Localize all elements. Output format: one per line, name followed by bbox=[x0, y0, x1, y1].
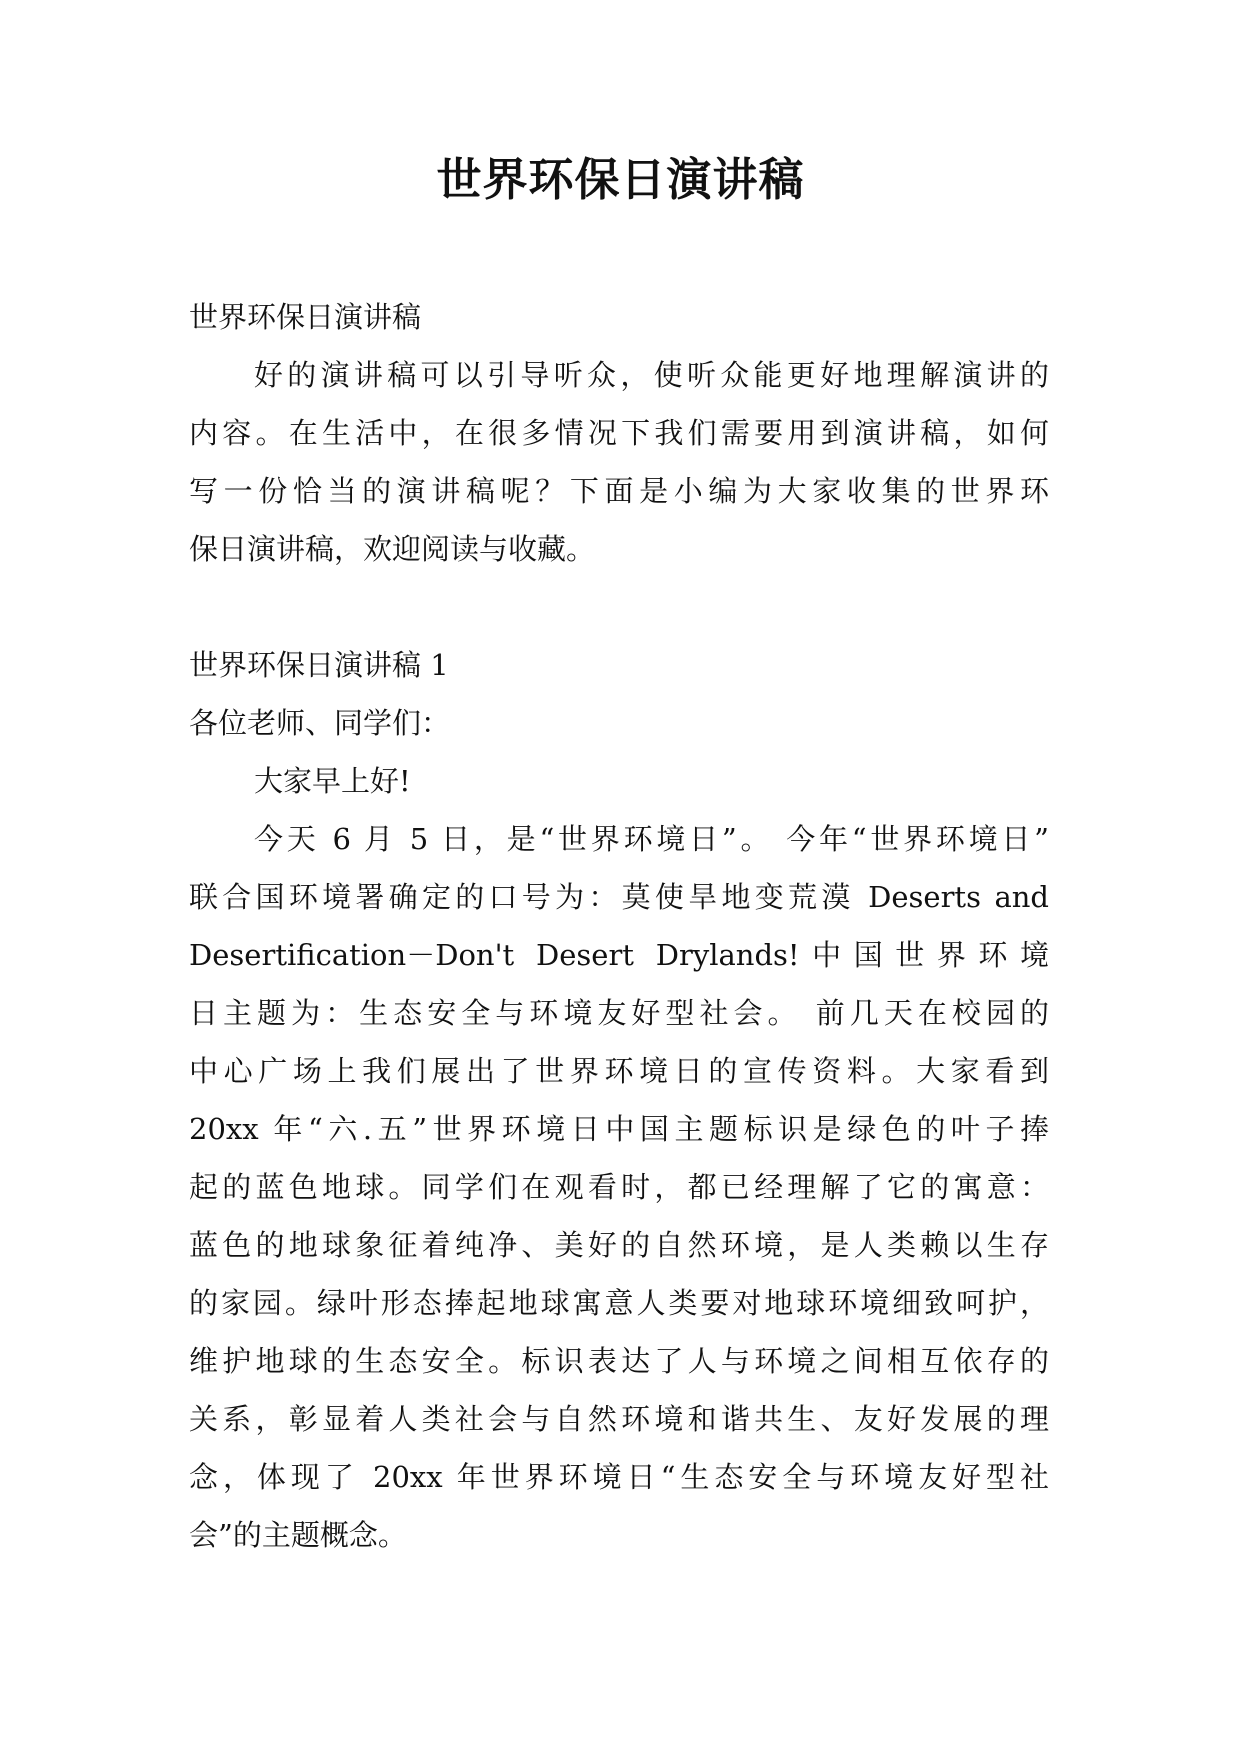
paragraph-line: 关系，彰显着人类社会与自然环境和谐共生、友好发展的理 bbox=[189, 1402, 1049, 1436]
subtitle: 世界环保日演讲稿 bbox=[189, 300, 422, 334]
page-title: 世界环保日演讲稿 bbox=[436, 153, 805, 206]
paragraph-line: 会”的主题概念。 bbox=[189, 1518, 407, 1552]
salutation: 各位老师、同学们： bbox=[189, 706, 451, 740]
paragraph-line: 念，体现了 20xx 年世界环境日“生态安全与环境友好型社 bbox=[189, 1460, 1049, 1494]
paragraph-line: 蓝色的地球象征着纯净、美好的自然环境，是人类赖以生存 bbox=[189, 1228, 1049, 1262]
intro-line: 好的演讲稿可以引导听众，使听众能更好地理解演讲的 bbox=[254, 358, 1049, 392]
greeting: 大家早上好! bbox=[254, 764, 411, 798]
intro-line: 内容。在生活中，在很多情况下我们需要用到演讲稿，如何 bbox=[189, 416, 1049, 450]
paragraph-gap bbox=[189, 578, 1049, 636]
paragraph-line: 的家园。绿叶形态捧起地球寓意人类要对地球环境细致呵护， bbox=[189, 1286, 1049, 1320]
paragraph-line: 日主题为：生态安全与环境友好型社会。 前几天在校园的 bbox=[189, 996, 1049, 1030]
paragraph-line: 维护地球的生态安全。标识表达了人与环境之间相互依存的 bbox=[189, 1344, 1049, 1378]
paragraph-line: 今天 6 月 5 日，是“世界环境日”。 今年“世界环境日” bbox=[254, 822, 1049, 856]
paragraph-line: 20xx 年“六.五”世界环境日中国主题标识是绿色的叶子捧 bbox=[189, 1112, 1049, 1146]
intro-line: 写一份恰当的演讲稿呢？下面是小编为大家收集的世界环 bbox=[189, 474, 1049, 508]
section-heading: 世界环保日演讲稿 1 bbox=[189, 648, 449, 682]
paragraph-line: 联合国环境署确定的口号为：莫使旱地变荒漠 Deserts and bbox=[189, 880, 1049, 914]
paragraph-line: Desertification－Don't Desert Drylands!中国世界环境 bbox=[189, 938, 1049, 972]
document-body bbox=[189, 288, 1049, 1564]
intro-line: 保日演讲稿，欢迎阅读与收藏。 bbox=[189, 532, 596, 566]
paragraph-line: 起的蓝色地球。同学们在观看时，都已经理解了它的寓意： bbox=[189, 1170, 1049, 1204]
paragraph-line: 中心广场上我们展出了世界环境日的宣传资料。大家看到 bbox=[189, 1054, 1049, 1088]
